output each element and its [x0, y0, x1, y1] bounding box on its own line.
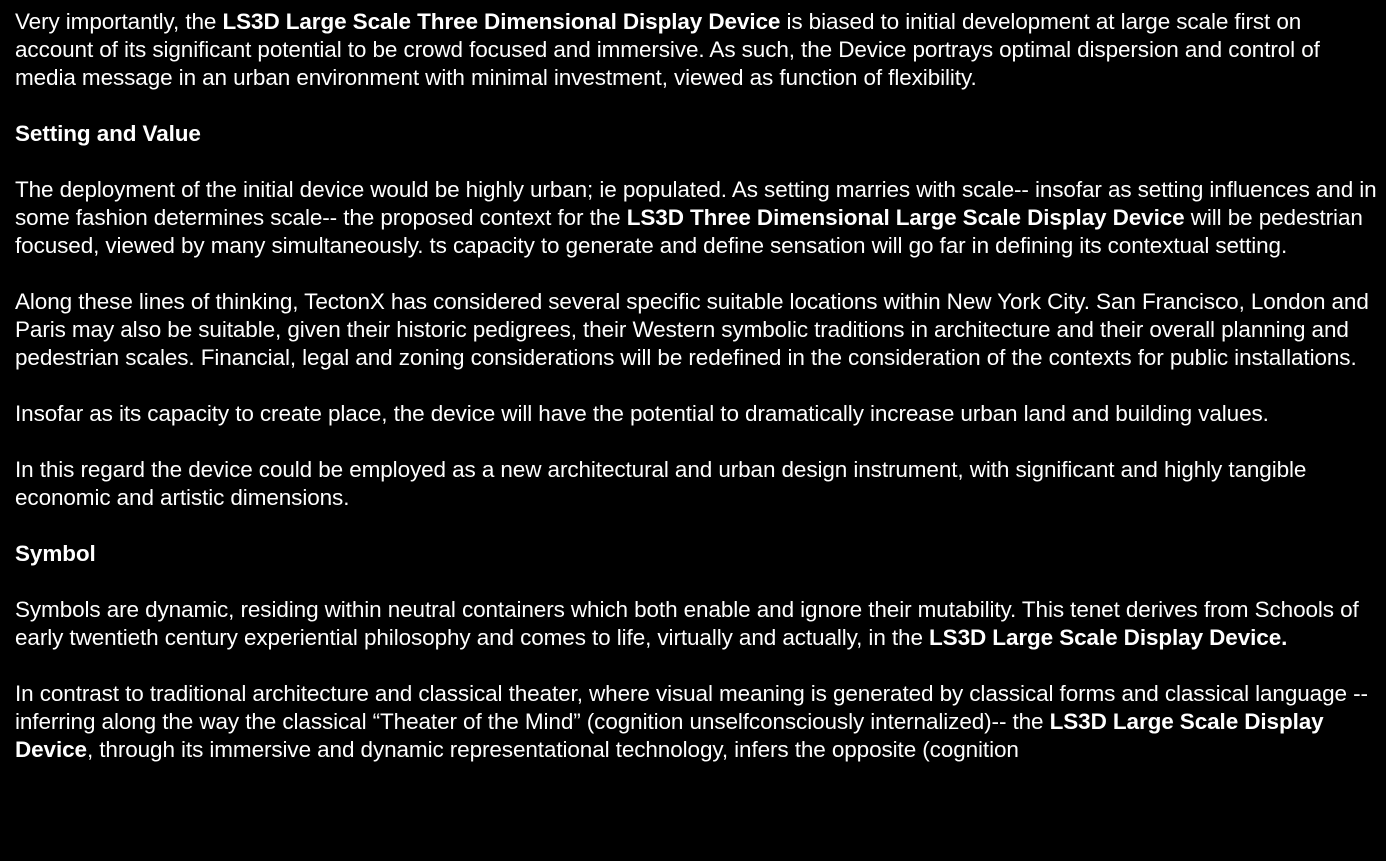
section-heading-setting-and-value: Setting and Value: [15, 121, 201, 146]
device-name-bold: LS3D Large Scale Three Dimensional Display Device: [222, 9, 781, 34]
deployment-paragraph: [15, 176, 1381, 260]
contrast-text-end: , through its immersive and dynamic representational technology, infers the opposite (cognition: [86, 737, 1019, 762]
document-body: [15, 8, 1381, 792]
section-heading-symbol: Symbol: [15, 541, 96, 566]
deployment-text-end: will be pedestrian focused, viewed by many simultaneously. ts capacity to generate and define sensation will go far in defining its contextual setting.: [15, 205, 1363, 258]
device-name-bold: LS3D Large Scale Display Device.: [929, 625, 1288, 650]
design-instrument-paragraph: In this regard the device could be employed as a new architectural and urban design instrument, with significant and highly tangible economic and artistic dimensions.: [15, 457, 1307, 510]
place-value-paragraph: Insofar as its capacity to create place, the device will have the potential to dramatically increase urban land and building values.: [15, 401, 1269, 426]
device-name-bold: LS3D Three Dimensional Large Scale Display Device: [626, 205, 1185, 230]
locations-paragraph: Along these lines of thinking, TectonX has considered several specific suitable locations within New York City. San Francisco, London and Paris may also be suitable, given their historic pedigrees, their Western symbolic traditions in architecture and their overall planning and pedestrian scales. Financial, legal and zoning considerations will be redefined in the consideration of the contexts for public installations.: [15, 289, 1369, 370]
contrast-paragraph: [15, 680, 1381, 764]
intro-text-start: Very importantly, the: [15, 9, 223, 34]
symbols-text-start: Symbols are dynamic, residing within neutral containers which both enable and ignore their mutability. This tenet derives from Schools of early twentieth century experiential philosophy and comes to life, virtually and actually, in the: [15, 597, 1359, 650]
symbols-paragraph: [15, 596, 1381, 652]
deployment-text-start: The deployment of the initial device would be highly urban; ie populated. As setting marries with scale-- insofar as setting influences and in some fashion determines scale-- the proposed context for the: [15, 177, 1377, 230]
intro-text-end: is biased to initial development at large scale first on account of its significant potential to be crowd focused and immersive. As such, the Device portrays optimal dispersion and control of media message in an urban environment with minimal investment, viewed as function of flexibility.: [15, 9, 1320, 90]
contrast-text-start: In contrast to traditional architecture and classical theater, where visual meaning is generated by classical forms and classical language -- inferring along the way the classical “Theater of the Mind” (cognition unselfconsciously internalized)-- the: [15, 681, 1368, 734]
intro-paragraph: [15, 8, 1381, 92]
device-name-bold: LS3D Large Scale Display Device: [15, 709, 1324, 762]
